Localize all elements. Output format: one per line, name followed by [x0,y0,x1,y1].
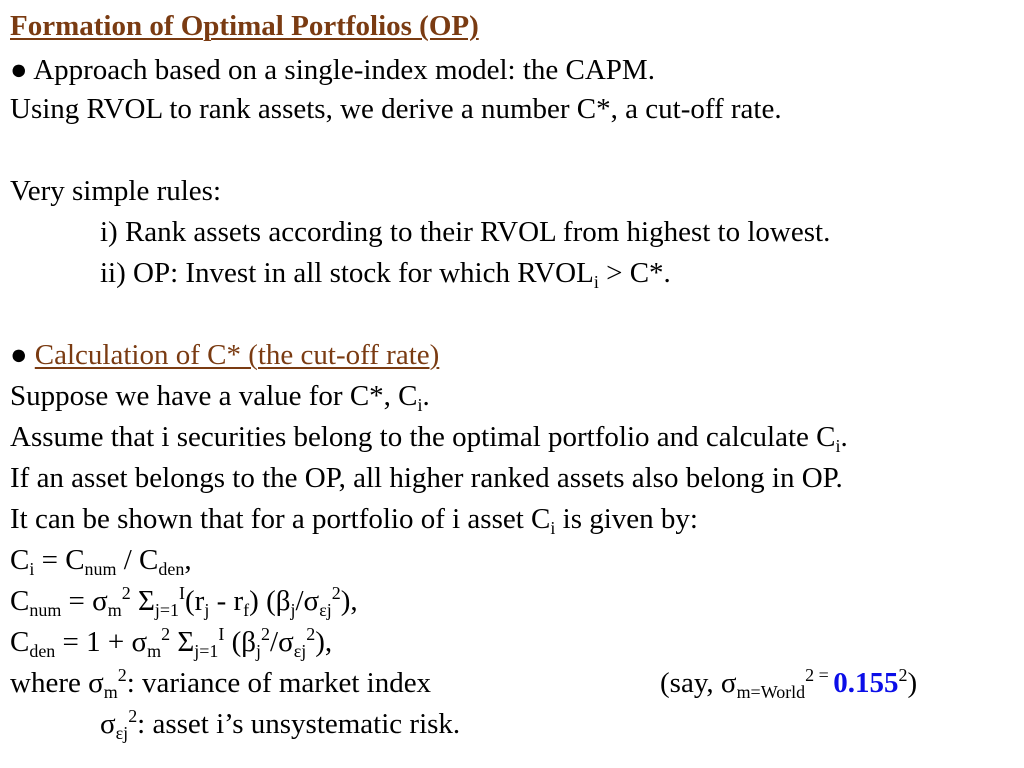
cden-sum: Σ [170,626,195,658]
ci-den-sub: den [158,558,185,579]
cnum-r-open: (r [185,585,205,617]
say-note [660,665,917,701]
cden-sq: 2 [161,623,171,644]
ci-eq: = C [34,544,85,576]
cnum-rf-sub: f [243,599,250,620]
cnum-i-sup: I [179,582,186,603]
calc-heading-line [10,337,439,373]
rule-2-sub: i [593,271,599,292]
ci-c-sub: i [29,558,35,579]
rule-1: i) Rank assets according to their RVOL from highest to lowest. [100,216,831,248]
rules-heading: Very simple rules: [10,175,222,207]
assume-sub: i [835,435,841,456]
slide-title: Formation of Optimal Portfolios (OP) [10,10,479,42]
cden-end: ), [315,626,333,658]
where-prefix: where σ [10,667,104,699]
say-close: ) [907,667,918,699]
ci-equation [10,542,192,578]
rule-2-suffix: > C*. [598,257,671,289]
cden-j-sub: j=1 [194,640,219,661]
shown-suffix: is given by: [555,503,698,535]
cnum-beta-open: ) (β [249,585,291,617]
market-sigma-value: 0.155 [833,667,899,699]
sigma-symbol: σ [100,708,116,740]
shown-sub: i [550,517,556,538]
suppose-suffix: . [422,380,430,412]
cden-i-sup: I [218,623,225,644]
say-world-sup: 2 = [805,664,834,685]
cden-c-sub: den [29,640,56,661]
cnum-c: C [10,585,30,617]
sigma-line [100,706,460,742]
sigma-sq: 2 [128,705,138,726]
cden-bj-sub: j [256,640,262,661]
cden-slash-sigma: /σ [270,626,294,658]
cnum-ej-sup: 2 [331,582,341,603]
say-prefix: (say, σ [660,667,737,699]
cden-m-sub: m [147,640,162,661]
cnum-end: ), [340,585,358,617]
suppose-line [10,378,430,414]
rvol-line: Using RVOL to rank assets, we derive a number C*, a cut-off rate. [10,93,782,125]
cnum-slash-sigma: /σ [295,585,320,617]
cnum-rj-sub: j [204,599,210,620]
say-world-sub: m=World [736,681,806,702]
where-sq: 2 [117,664,127,685]
cnum-c-sub: num [29,599,62,620]
approach-bullet-line [10,52,655,88]
suppose-sub: i [417,394,423,415]
assume-line [10,419,848,455]
approach-text: Approach based on a single-index model: the CAPM. [33,54,655,86]
rule-2-prefix: ii) OP: Invest in all stock for which RVOL [100,257,594,289]
say-value-sup: 2 [898,664,908,685]
cden-ej-sub: εj [293,640,307,661]
rule-2 [100,255,671,291]
ci-num-sub: num [84,558,117,579]
assume-suffix: . [840,421,848,453]
bullet-icon: ● [10,339,28,371]
ci-c: C [10,544,30,576]
cnum-m-sub: m [107,599,122,620]
cnum-minus: - r [209,585,244,617]
where-line [10,665,431,701]
cden-equation [10,624,332,660]
cnum-sq: 2 [121,582,131,603]
where-text: : variance of market index [126,667,432,699]
sigma-text: : asset i’s unsystematic risk. [137,708,461,740]
cnum-ej-sub: εj [319,599,332,620]
bullet-icon: ● [10,54,28,86]
calc-heading: Calculation of C* (the cut-off rate) [34,339,440,371]
cden-ej-sup: 2 [306,623,316,644]
cden-c: C [10,626,30,658]
ci-end: , [184,544,192,576]
suppose-prefix: Suppose we have a value for C*, C [10,380,418,412]
assume-prefix: Assume that i securities belong to the optimal portfolio and calculate C [10,421,836,453]
cden-bj-sup: 2 [261,623,271,644]
shown-prefix: It can be shown that for a portfolio of i asset C [10,503,551,535]
cnum-eq: = σ [61,585,108,617]
if-asset-line: If an asset belongs to the OP, all higher ranked assets also belong in OP. [10,462,843,494]
cnum-equation [10,583,358,619]
cden-beta-open: (β [224,626,257,658]
ci-slash: / C [116,544,159,576]
sigma-ej-sub: εj [115,722,129,743]
cnum-bj-sub: j [290,599,296,620]
shown-line [10,501,698,537]
cnum-j-sub: j=1 [154,599,180,620]
cden-eq: = 1 + σ [55,626,148,658]
cnum-sum: Σ [130,585,155,617]
where-m-sub: m [103,681,118,702]
